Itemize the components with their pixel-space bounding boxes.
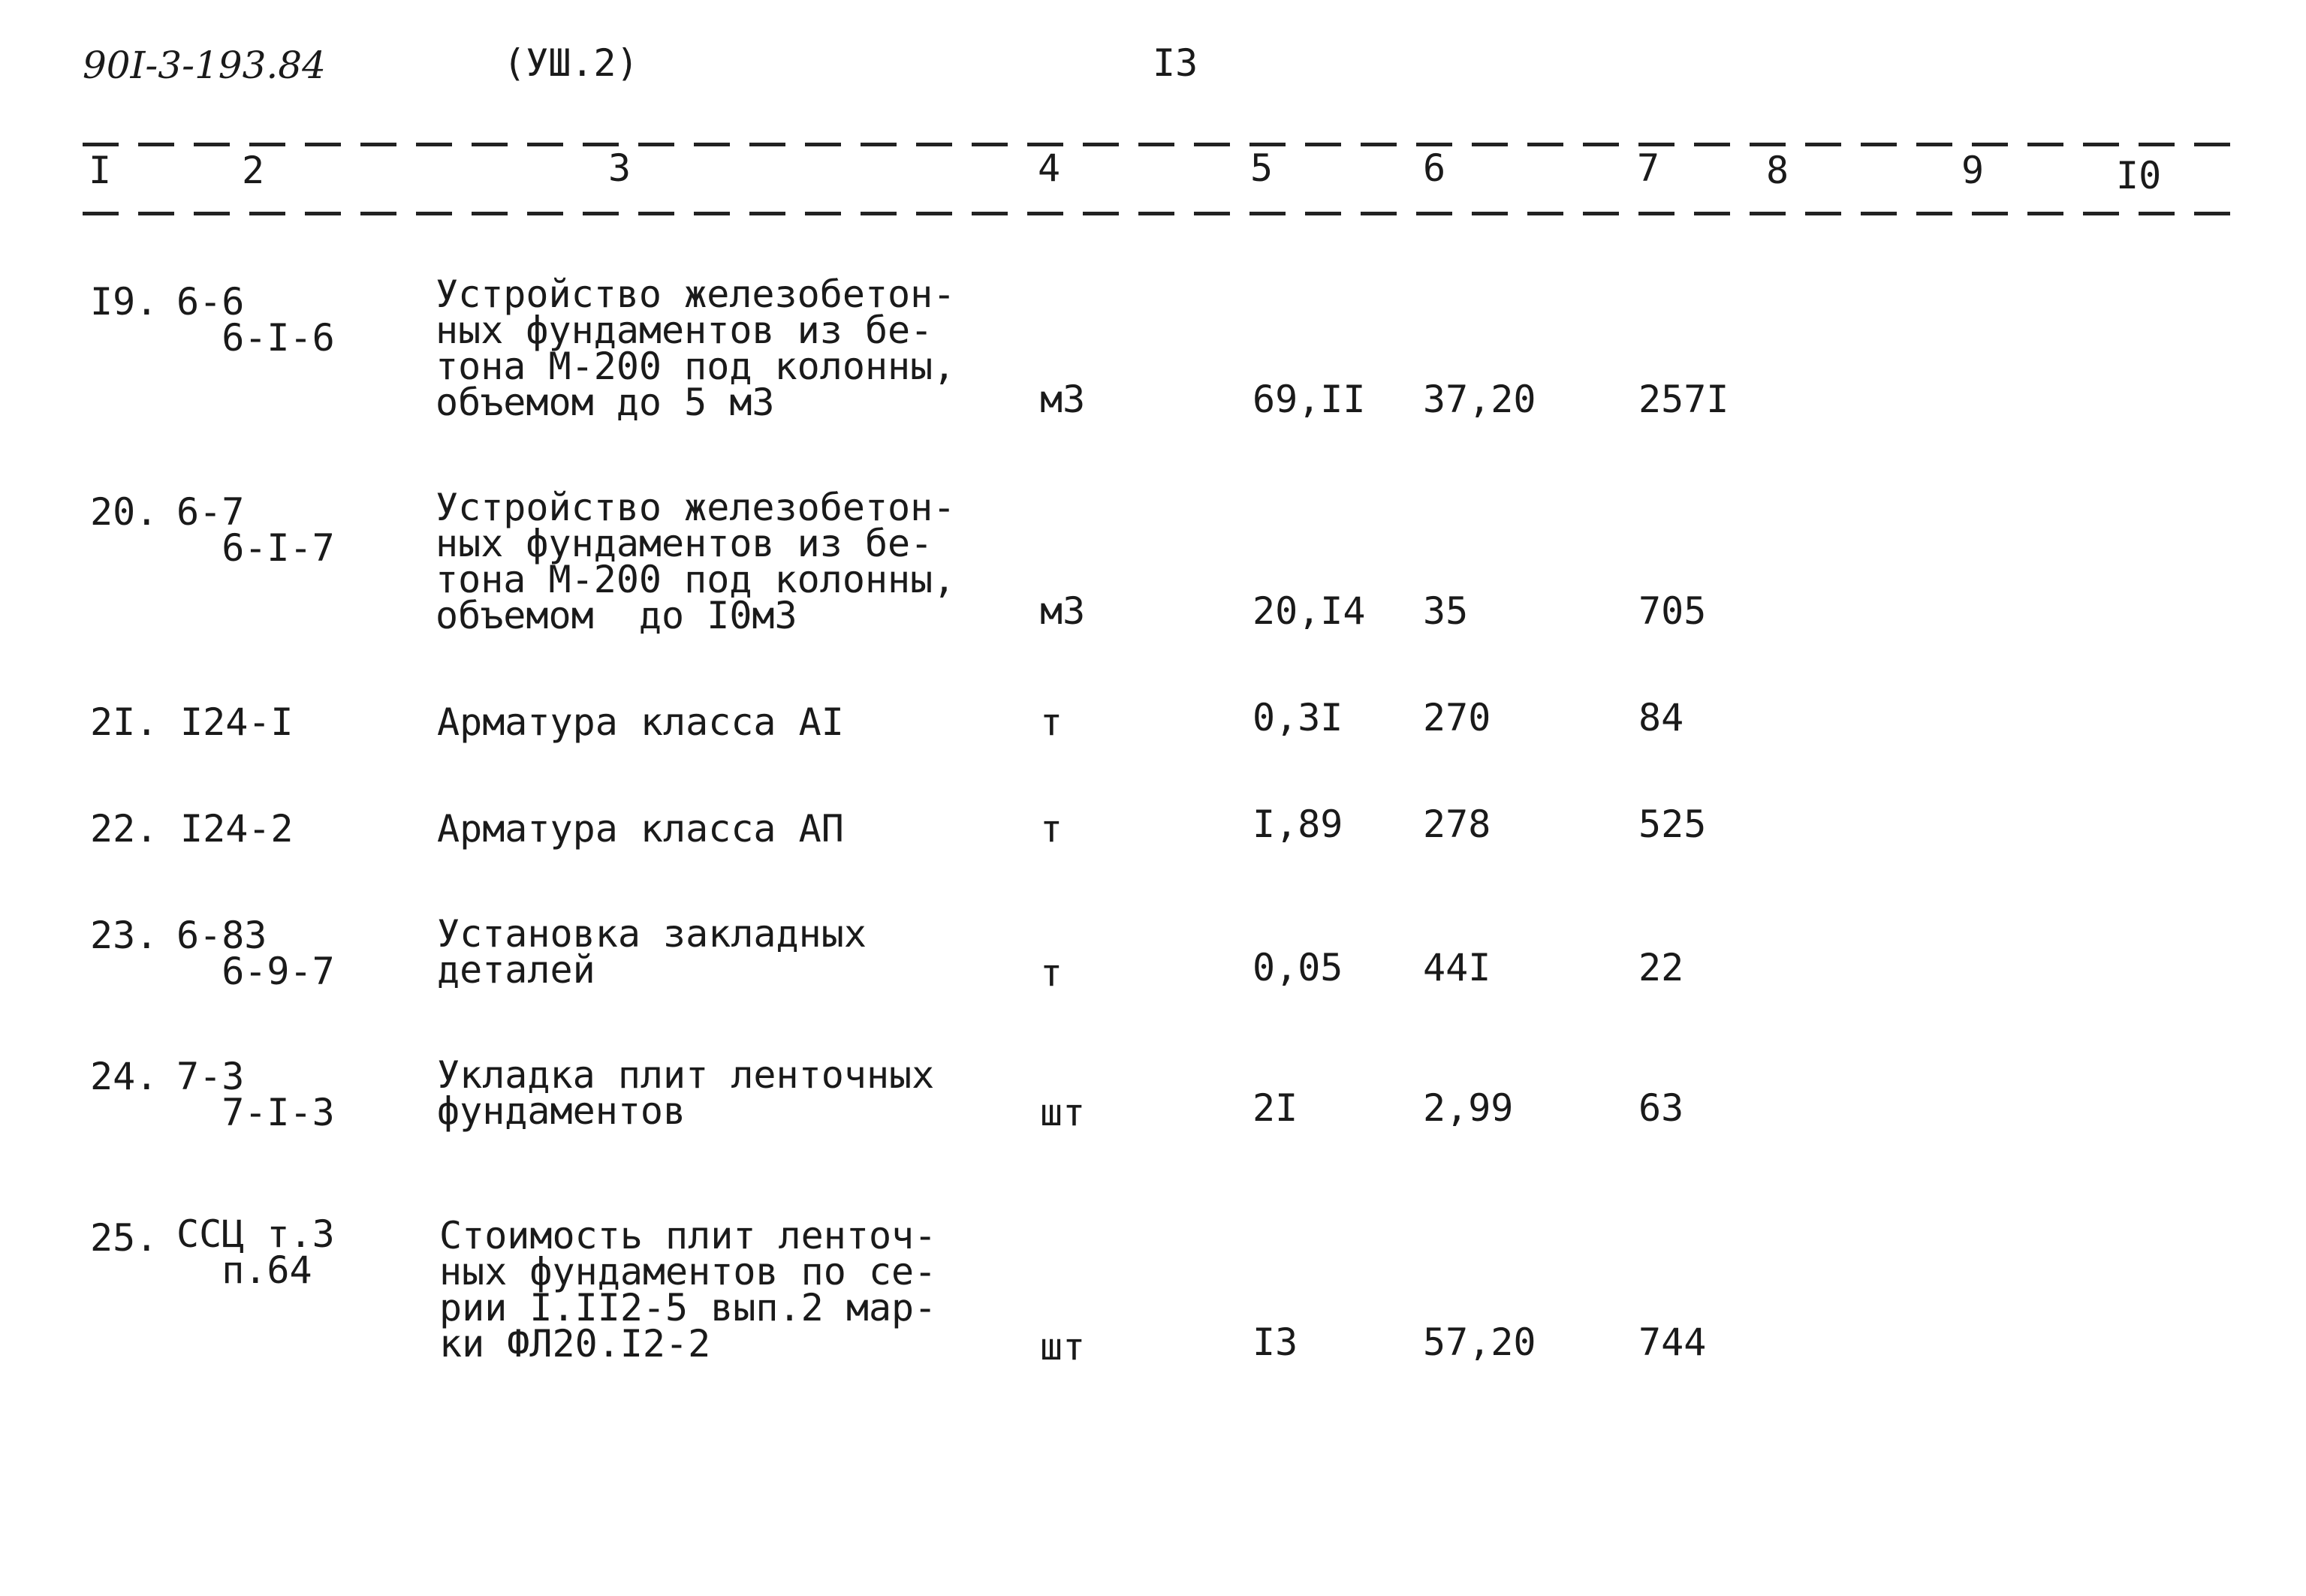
row-code: ССЦ т.3 п.64 <box>176 1212 335 1292</box>
row-unit-price: 35 <box>1423 589 1469 633</box>
row-unit-price: 44I <box>1423 946 1491 989</box>
row-quantity: 69,II <box>1252 378 1366 421</box>
row-quantity: 2I <box>1252 1086 1298 1130</box>
column-header-6: 6 <box>1423 146 1446 190</box>
column-header-8: 8 <box>1766 149 1789 192</box>
row-unit: т <box>1040 700 1063 744</box>
column-header-7: 7 <box>1637 146 1660 190</box>
row-description: Стоимость плит ленточ- ных фундаментов по се- рии I.II2-5 вып.2 мар- ки ФЛ20.I2-2 <box>439 1214 937 1366</box>
column-header-9: 9 <box>1961 149 1985 192</box>
row-number: 24. <box>90 1055 158 1098</box>
row-unit-price: 37,20 <box>1423 378 1536 421</box>
row-unit-price: 2,99 <box>1423 1086 1514 1130</box>
column-header-5: 5 <box>1250 146 1274 190</box>
row-total: 22 <box>1638 946 1684 989</box>
row-unit: м3 <box>1040 378 1086 421</box>
row-quantity: 0,3I <box>1252 696 1343 739</box>
row-description: Установка закладных деталей <box>437 912 867 992</box>
row-unit: шт <box>1040 1091 1086 1134</box>
row-code: 7-3 7-I-3 <box>176 1055 335 1134</box>
column-header-10: I0 <box>2116 154 2162 197</box>
column-header-1: I <box>89 149 112 192</box>
section-code: (УШ.2) <box>503 41 639 85</box>
column-header-4: 4 <box>1038 146 1061 190</box>
page-number: I3 <box>1153 41 1198 85</box>
row-description: Арматура класса AI <box>437 700 844 744</box>
row-unit: т <box>1040 951 1063 995</box>
row-number: 23. <box>90 914 158 957</box>
row-description: Устройство железобетон- ных фундаментов из бе- тона М-200 под колонны, объемом до 5 м3 <box>436 273 956 424</box>
row-total: 257I <box>1638 378 1729 421</box>
row-total: 63 <box>1638 1086 1684 1130</box>
row-unit-price: 270 <box>1423 696 1491 739</box>
row-number: 22. <box>90 807 158 851</box>
document-code: 90I-3-193.84 <box>83 44 326 87</box>
header-rule-top <box>83 143 2245 146</box>
row-unit-price: 278 <box>1423 803 1491 846</box>
row-quantity: 0,05 <box>1252 946 1343 989</box>
row-unit: м3 <box>1040 589 1086 633</box>
row-number: 20. <box>90 490 158 534</box>
row-unit: шт <box>1040 1325 1086 1369</box>
row-total: 744 <box>1638 1320 1707 1364</box>
row-quantity: I3 <box>1252 1320 1298 1364</box>
row-number: 25. <box>90 1216 158 1260</box>
row-description: Устройство железобетон- ных фундаментов из бе- тона М-200 под колонны, объемом до I0м3 <box>436 486 956 637</box>
row-code: 6-83 6-9-7 <box>176 914 335 993</box>
row-quantity: 20,I4 <box>1252 589 1366 633</box>
row-code: I24-2 <box>180 807 294 851</box>
row-code: 6-6 6-I-6 <box>176 280 335 360</box>
row-code: 6-7 6-I-7 <box>176 490 335 570</box>
header-rule-bottom <box>83 212 2245 215</box>
row-code: I24-I <box>180 700 294 744</box>
row-description: Укладка плит ленточных фундаментов <box>437 1053 935 1133</box>
row-total: 84 <box>1638 696 1684 739</box>
row-quantity: I,89 <box>1252 803 1343 846</box>
row-total: 525 <box>1638 803 1707 846</box>
row-number: 2I. <box>90 700 158 744</box>
column-header-2: 2 <box>242 149 265 192</box>
row-total: 705 <box>1638 589 1707 633</box>
row-unit-price: 57,20 <box>1423 1320 1536 1364</box>
row-unit: т <box>1040 807 1063 851</box>
row-description: Арматура класса АП <box>437 807 844 851</box>
column-header-3: 3 <box>608 146 632 190</box>
row-number: I9. <box>90 280 158 324</box>
